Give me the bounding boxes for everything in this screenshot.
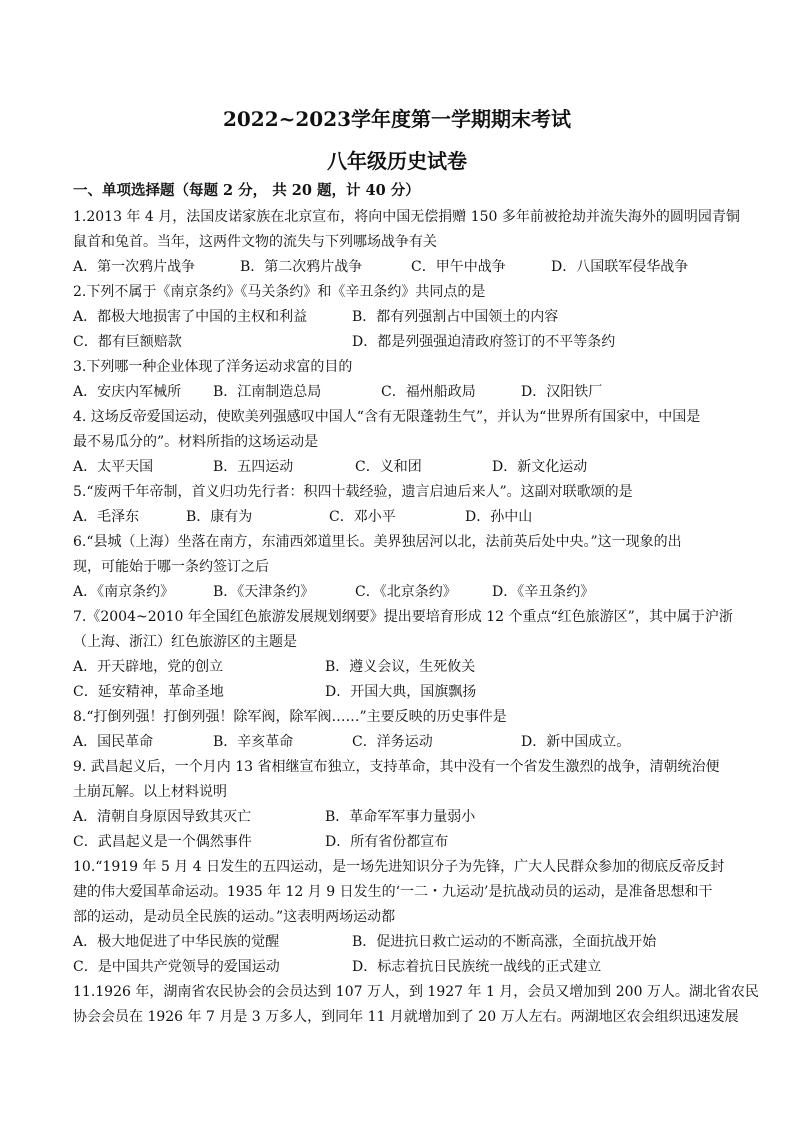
exam-subtitle: 八年级历史试卷 [327,149,467,173]
question-10-line-2: 建的伟大爱国革命运动。1935 年 12 月 9 日发生的‘一二・九运动’是抗战动员的运动，是准备思想和干 [73,884,713,900]
question-7-option-a: A．开天辟地，党的创立 [73,659,224,675]
question-8-option-a: A．国民革命 [73,734,154,750]
question-1-option-d: D．八国联军侵华战争 [551,259,689,275]
question-10-line-1: 10.“1919 年 5 月 4 日发生的五四运动，是一场先进知识分子为先锋，广大人民群众参加的彻底反帝反封 [73,859,725,875]
question-11-line-1: 11.1926 年，湖南省农民协会的会员达到 107 万人，到 1927 年 1 月，会员又增加到 200 万人。湖北省农民 [73,984,759,1000]
question-2-option-b: B．都有列强割占中国领土的内容 [352,309,559,325]
question-6-option-c: C．《北京条约》 [355,584,457,600]
question-5-option-a: A．毛泽东 [73,509,140,525]
question-4-option-d: D．新文化运动 [492,459,588,475]
question-9-line-1: 9. 武昌起义后，一个月内 13 省相继宣布独立，支持革命，其中没有一个省发生激烈的战争，清朝统治便 [73,759,720,775]
question-5-option-c: C．邓小平 [329,509,396,525]
question-5-option-d: D．孙中山 [465,509,533,525]
question-4-option-c: C．义和团 [355,459,422,475]
question-7-option-d: D．开国大典，国旗飘扬 [325,684,477,700]
question-6-line-2: 现，可能始于哪一条约签订之后 [73,559,269,575]
question-2-option-d: D．都是列强强迫清政府签订的不平等条约 [352,334,616,350]
question-1-option-c: C．甲午中战争 [411,259,506,275]
question-3-option-a: A．安庆内军械所 [73,384,182,400]
question-8-option-d: D．新中国成立。 [521,734,631,750]
question-10-option-c: C．是中国共产党领导的爱国运动 [73,959,280,975]
question-4-line-1: 4. 这场反帝爱国运动，使欧美列强感叹中国人“含有无限蓬勃生气”，并认为“世界所有国家中，中国是 [73,409,701,425]
section-heading: 一、单项选择题（每题 2 分， 共 20 题，计 40 分） [73,182,420,199]
question-9-line-2: 土崩瓦解。以上材料说明 [73,784,227,800]
question-7-option-c: C．延安精神，革命圣地 [73,684,224,700]
question-5-option-b: B．康有为 [186,509,253,525]
question-2-option-a: A．都极大地损害了中国的主权和利益 [73,309,308,325]
question-4-option-a: A．太平天国 [73,459,154,475]
question-4-line-2: 最不易瓜分的”。材料所指的这场运动是 [73,434,319,450]
question-3-line-1: 3.下列哪一种企业体现了洋务运动求富的目的 [73,359,353,375]
question-1-line-2: 鼠首和兔首。当年，这两件文物的流失与下列哪场战争有关 [73,234,437,250]
question-9-option-d: D．所有省份都宣布 [325,834,449,850]
question-8-option-b: B．辛亥革命 [213,734,294,750]
question-3-option-c: C．福州船政局 [381,384,476,400]
question-8-option-c: C．洋务运动 [352,734,433,750]
question-11-line-2: 协会会员在 1926 年 7 月是 3 万多人，到同年 11 月就增加到了 20 万人左右。两湖地区农会组织迅速发展 [73,1009,739,1025]
question-10-line-3: 部的运动，是动员全民族的运动。”这表明两场运动都 [73,909,396,925]
question-6-option-d: D．《辛丑条约》 [492,584,595,600]
question-7-line-2: （上海、浙江）红色旅游区的主题是 [73,634,297,650]
question-9-option-b: B．革命军军事力量弱小 [325,809,476,825]
question-9-option-a: A．清朝自身原因导致其灭亡 [73,809,252,825]
question-7-line-1: 7.《2004~2010 年全国红色旅游发展规划纲要》提出要培育形成 12 个重点“红色旅游区”，其中属于沪浙 [73,609,733,625]
question-6-line-1: 6.“县城（上海）坐落在南方，东浦西郊道里长。美界独居河以北，法前英后处中央。”这一现象的出 [73,534,682,550]
question-2-option-c: C．都有巨额赔款 [73,334,182,350]
question-10-option-d: D．标志着抗日民族统一战线的正式建立 [352,959,602,975]
question-1-option-a: A．第一次鸦片战争 [73,259,196,275]
exam-title: 2022~2023学年度第一学期期末考试 [222,107,572,131]
question-6-option-a: A．《南京条约》 [73,584,175,600]
question-2-line-1: 2.下列不属于《南京条约》《马关条约》和《辛丑条约》共同点的是 [73,284,486,300]
question-3-option-b: B．江南制造总局 [213,384,322,400]
question-4-option-b: B．五四运动 [213,459,294,475]
question-3-option-d: D．汉阳铁厂 [521,384,603,400]
question-7-option-b: B．遵义会议，生死攸关 [325,659,476,675]
question-6-option-b: B．《天津条约》 [213,584,315,600]
question-9-option-c: C．武昌起义是一个偶然事件 [73,834,252,850]
question-10-option-b: B．促进抗日救亡运动的不断高涨，全面抗战开始 [352,934,657,950]
question-10-option-a: A．极大地促进了中华民族的觉醒 [73,934,280,950]
question-5-line-1: 5.“废两千年帝制，首义归功先行者：积四十载经验，遗言启迪后来人”。这副对联歌颂的是 [73,484,633,500]
question-1-line-1: 1.2013 年 4 月，法国皮诺家族在北京宣布，将向中国无偿捐赠 150 多年前被抢劫并流失海外的圆明园青铜 [73,209,740,225]
question-8-line-1: 8.“打倒列强！打倒列强！除军阀，除军阀……”主要反映的历史事件是 [73,709,507,725]
question-1-option-b: B．第二次鸦片战争 [240,259,363,275]
